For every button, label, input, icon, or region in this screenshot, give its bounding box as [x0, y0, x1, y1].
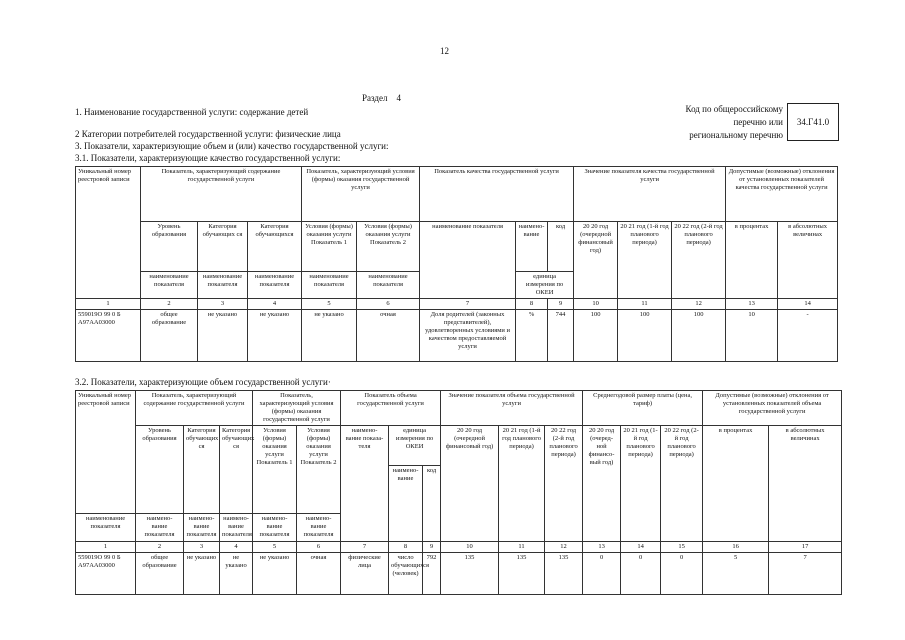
cell-year-2: 100	[618, 310, 672, 362]
cell-f3: 0	[661, 553, 703, 595]
cell-indicator-name: Доля родителей (законных представителей), удовлетворенных условиями и качеством предоставляемой услуги	[420, 310, 516, 362]
col-number: 2	[136, 542, 184, 553]
service-name-line: 1. Наименование государственной услуги: содержание детей	[75, 107, 309, 117]
h-sub-name: наимено- вание показателя	[184, 514, 220, 542]
cell-registry-number: 559019О 99 0 Б А97АА03000	[76, 553, 136, 595]
h-unit-code: код	[548, 222, 574, 272]
h-f1: 20 20 год (очеред- ной финансо- вый год)	[583, 426, 621, 542]
col-number: 4	[220, 542, 253, 553]
h-sub-name: наименование показателя	[198, 272, 248, 299]
h-f3: 20 22 год (2-й год планового периода)	[661, 426, 703, 542]
h-sub-name: наименование показателя	[357, 272, 420, 299]
h-quality-indicator: Показатель качества государственной услуги	[420, 167, 574, 222]
h-year-1: 20 20 год (очередной финансовый год)	[574, 222, 618, 299]
col-number: 6	[297, 542, 341, 553]
col-number: 3	[184, 542, 220, 553]
col-number: 12	[545, 542, 583, 553]
h-fee: Среднегодовой размер платы (цена, тариф)	[583, 391, 703, 426]
h-y2: 20 21 год (1-й год планового периода)	[499, 426, 545, 542]
h-sub-name: наимено- вание показателя	[253, 514, 297, 542]
section-heading	[362, 93, 401, 103]
h-percent: в процентах	[726, 222, 778, 299]
col-number: 9	[423, 542, 441, 553]
cell-condition-2: очная	[357, 310, 420, 362]
h-year-2: 20 21 год (1-й год планового периода)	[618, 222, 672, 299]
cell-absolute: -	[778, 310, 838, 362]
col-number: 6	[357, 299, 420, 310]
col-number: 10	[441, 542, 499, 553]
h-volume-indicator: Показатель объема государственной услуги	[341, 391, 441, 426]
cell-unit-name: %	[516, 310, 548, 362]
h-deviation: Допустимые (возможные) отклонения от установленных показателей качества государственной услуги	[726, 167, 838, 222]
col-number: 15	[661, 542, 703, 553]
h-y1: 20 20 год (очередной финансовый год)	[441, 426, 499, 542]
col-number: 13	[726, 299, 778, 310]
page-number: 12	[440, 46, 449, 56]
h-absolute: в абсолютных величинах	[778, 222, 838, 299]
col-number: 14	[621, 542, 661, 553]
cell-y3: 135	[545, 553, 583, 595]
col-number: 9	[548, 299, 574, 310]
col-number: 7	[420, 299, 516, 310]
quality-table	[75, 166, 838, 362]
h-condition-2: Условия (формы) оказания услуги Показатель 2	[357, 222, 420, 272]
col-number: 3	[198, 299, 248, 310]
h-category-2: Категория обучающих ся	[220, 426, 253, 514]
cell-category-1: не указано	[184, 553, 220, 595]
cell-indicator-name: физические лица	[341, 553, 389, 595]
code-value: 34.Г41.0	[796, 117, 830, 127]
cell-category-2: не указано	[220, 553, 253, 595]
cell-category-2: не указано	[248, 310, 302, 362]
h-unit: единица измерения по ОКЕИ	[389, 426, 441, 466]
volume-heading: 3.2. Показатели, характеризующие объем государственной услуги·	[75, 377, 331, 387]
h-category-1: Категория обучающих ся	[184, 426, 220, 514]
cell-year-3: 100	[672, 310, 726, 362]
col-number: 16	[703, 542, 769, 553]
col-number: 17	[769, 542, 842, 553]
cell-condition-2: очная	[297, 553, 341, 595]
col-number: 8	[389, 542, 423, 553]
cell-unit-code: 744	[548, 310, 574, 362]
h-condition-1: Условия (формы) оказания услуги Показатель 1	[253, 426, 297, 514]
h-unit-name: наимено- вание	[516, 222, 548, 272]
indicators-line: 3. Показатели, характеризующие объем и (или) качество государственной услуги:	[75, 141, 389, 151]
h-unique-number: Уникальный номер реестровой записи	[76, 391, 136, 514]
h-level: Уровень образования	[141, 222, 198, 272]
code-label	[640, 103, 783, 142]
cell-condition-1: не указано	[302, 310, 357, 362]
col-number: 8	[516, 299, 548, 310]
h-category-2: Категория обучающихся	[248, 222, 302, 272]
col-number: 2	[141, 299, 198, 310]
h-unit-code: код	[423, 466, 441, 542]
cell-unit-name: число обучающихся (человек)	[389, 553, 423, 595]
volume-table	[75, 390, 842, 595]
h-sub-name: наименование показателя	[302, 272, 357, 299]
col-number: 11	[499, 542, 545, 553]
cell-absolute: 7	[769, 553, 842, 595]
h-sub-name: наимено- вание показателя	[136, 514, 184, 542]
col-number: 1	[76, 542, 136, 553]
h-f2: 20 21 год (1-й год планового периода)	[621, 426, 661, 542]
table-row	[76, 310, 838, 362]
code-label-line-2: перечню или	[733, 117, 783, 127]
h-content-indicator: Показатель, характеризующий содержание государственной услуги	[141, 167, 302, 222]
h-condition-2: Условия (формы) оказания услуги Показатель 2	[297, 426, 341, 514]
h-unique-number: Уникальный номер реестровой записи	[76, 167, 141, 299]
h-sub-name: наименование показателя	[76, 514, 136, 542]
col-number: 5	[302, 299, 357, 310]
h-sub-name: наименование показателя	[141, 272, 198, 299]
cell-f2: 0	[621, 553, 661, 595]
h-year-3: 20 22 год (2-й год планового периода)	[672, 222, 726, 299]
h-conditions-indicator: Показатель, характеризующий условия (формы) оказания государственной услуги	[253, 391, 341, 426]
cell-condition-1: не указано	[253, 553, 297, 595]
cell-unit-code: 792	[423, 553, 441, 595]
col-number: 1	[76, 299, 141, 310]
col-number: 4	[248, 299, 302, 310]
col-number: 5	[253, 542, 297, 553]
h-sub-name: наимено- вание показателя	[297, 514, 341, 542]
h-indicator-name: наимено- вание показа- теля	[341, 426, 389, 542]
cell-percent: 5	[703, 553, 769, 595]
h-content-indicator: Показатель, характеризующий содержание государственной услуги	[136, 391, 253, 426]
cell-year-1: 100	[574, 310, 618, 362]
table-row	[76, 553, 842, 595]
h-unit-name: наимено- вание	[389, 466, 423, 542]
h-indicator-name: наименование показателя	[420, 222, 516, 299]
h-sub-name: наименование показателя	[248, 272, 302, 299]
col-number: 12	[672, 299, 726, 310]
cell-registry-number: 559019О 99 0 Б А97АА03000	[76, 310, 141, 362]
h-category-1: Категория обучающих ся	[198, 222, 248, 272]
cell-level: общее образование	[136, 553, 184, 595]
col-number: 14	[778, 299, 838, 310]
section-label: Раздел	[362, 93, 388, 103]
h-unit: единица измерения по ОКЕИ	[516, 272, 574, 299]
quality-heading: 3.1. Показатели, характеризующие качество государственной услуги:	[75, 153, 341, 163]
col-number: 13	[583, 542, 621, 553]
cell-y2: 135	[499, 553, 545, 595]
h-conditions-indicator: Показатель, характеризующий условия (формы) оказания государственной услуги	[302, 167, 420, 222]
cell-category-1: не указано	[198, 310, 248, 362]
h-quality-values: Значение показателя качества государственной услуги	[574, 167, 726, 222]
h-deviation: Допустимые (возможные) отклонения от установленных показателей объема государственной услуги	[703, 391, 842, 426]
code-label-line-1: Код по общероссийскому	[685, 104, 783, 114]
col-number: 11	[618, 299, 672, 310]
h-y3: 20 22 год (2-й год планового периода)	[545, 426, 583, 542]
code-label-line-3: региональному перечню	[689, 130, 783, 140]
col-number: 7	[341, 542, 389, 553]
h-level: Уровень образования	[136, 426, 184, 514]
consumer-category-line: 2 Категории потребителей государственной услуги: физические лица	[75, 129, 341, 139]
section-number: 4	[396, 93, 401, 103]
code-box	[787, 103, 839, 141]
h-absolute: в абсолютных величинах	[769, 426, 842, 542]
cell-percent: 10	[726, 310, 778, 362]
cell-f1: 0	[583, 553, 621, 595]
h-volume-values: Значение показателя объема государственной услуги	[441, 391, 583, 426]
col-number: 10	[574, 299, 618, 310]
h-percent: в процентах	[703, 426, 769, 542]
cell-level: общее образование	[141, 310, 198, 362]
h-condition-1: Условия (формы) оказания услуги Показатель 1	[302, 222, 357, 272]
cell-y1: 135	[441, 553, 499, 595]
h-sub-name: наимено- вание показателя	[220, 514, 253, 542]
